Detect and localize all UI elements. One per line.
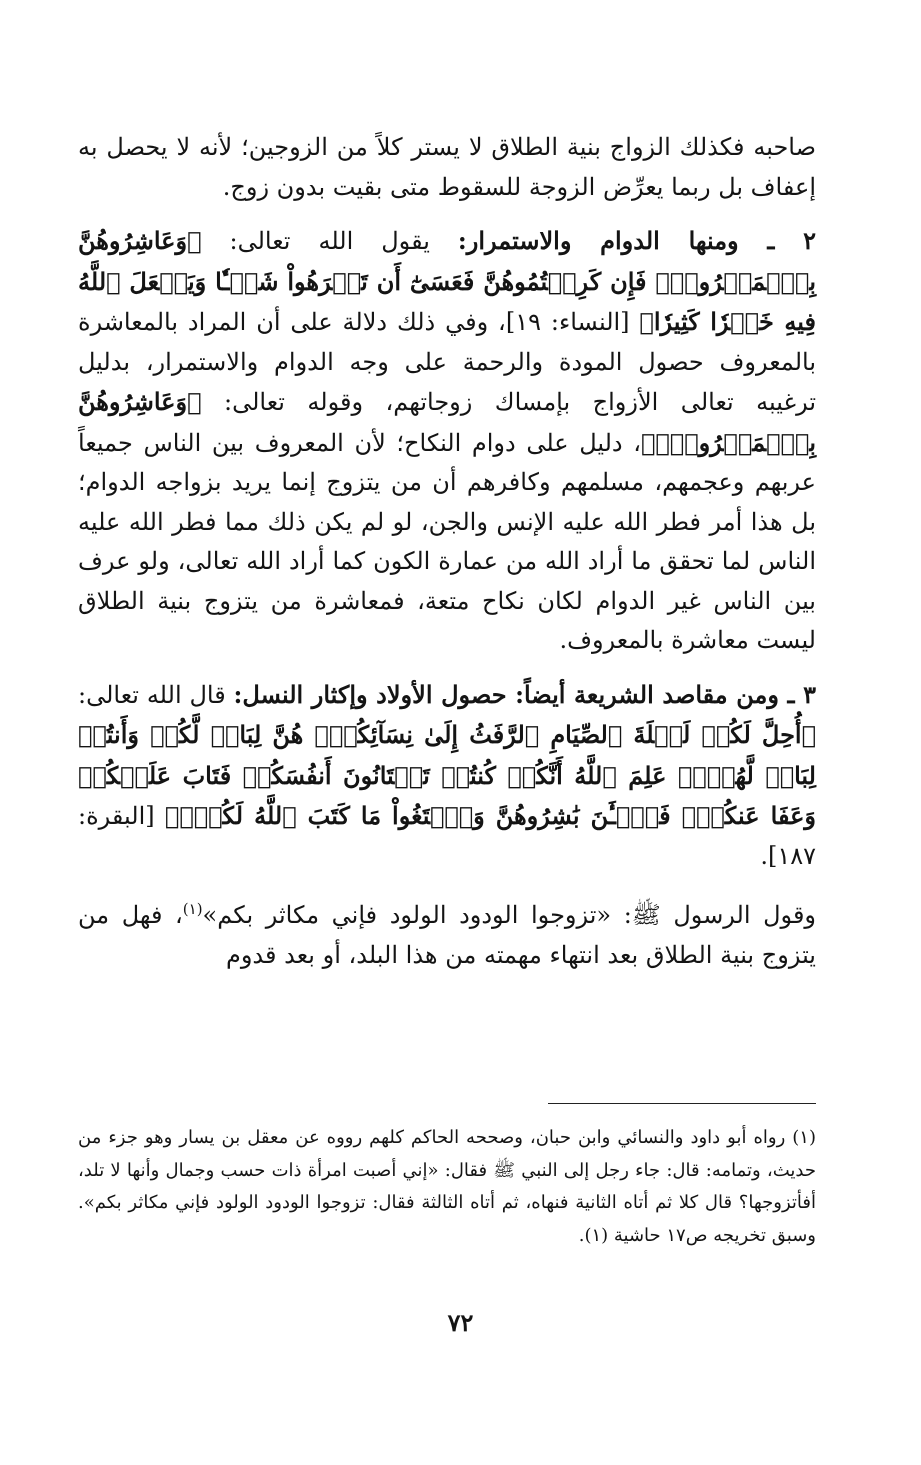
- footnote-reference[interactable]: (١): [182, 900, 203, 918]
- section-2-body-2: ، دليل على دوام النكاح؛ لأن المعروف بين الناس جميعاً عربهم وعجمهم، مسلمهم وكافرهم أن من يتزوج إنما يريد بزواجه الدوام؛ بل هذا أمر فطر الله عليه الإنس والجن، لو لم يكن ذلك مما فطر الله عليه الناس لما تحقق ما أراد الله من عمارة الكون كما أراد الله تعالى، ولو عرف بين الناس غير الدوام لكان نكاح متعة، فمعاشرة من يتزوج بنية الطلاق ليست معاشرة بالمعروف.: [78, 428, 816, 654]
- section-2-body-1: ، وفي ذلك دلالة على أن المراد بالمعاشرة بالمعروف حصول المودة والرحمة على وجه الدوام والاستمرار، بدليل ترغيبه تعالى الأزواج بإمساك زوجاتهم، وقوله تعالى:: [78, 308, 816, 416]
- section-2-intro: يقول الله تعالى:: [201, 227, 458, 255]
- hadith-text: وقول الرسول ﷺ: «تزوجوا الودود الولود فإني مكاثر بكم»: [202, 901, 817, 929]
- footnote-1: (١) رواه أبو داود والنسائي وابن حبان، وصححه الحاكم كلهم رووه عن معقل بن يسار وهو جزء من حديث، وتمامه: قال: جاء رجل إلى النبي ﷺ فقال: «إني أصبت امرأة ذات حسب وجمال وأنها لا تلد، أفأتزوجها؟ قال كلا ثم أتاه الثانية فنهاه، ثم أتاه الثالثة فقال: تزوجوا الودود الولود فإني مكاثر بكم». وسبق تخريجه ص١٧ حاشية (١).: [78, 1127, 816, 1246]
- paragraph-4-rest: ، فهل من يتزوج بنية الطلاق بعد انتهاء مهمته من هذا البلد، أو بعد قدوم: [78, 901, 816, 969]
- paragraph-1: [78, 128, 816, 207]
- paragraph-3: [78, 675, 816, 877]
- quran-verse-nisa-short: ﴿وَعَاشِرُوهُنَّ بِٱلۡمَعۡرُوفِۚ﴾: [78, 387, 816, 457]
- paragraph-4: [78, 890, 816, 975]
- quran-verse-nisa: ﴿وَعَاشِرُوهُنَّ بِٱلۡمَعۡرُوفِۚ فَإِن كَرِهۡتُمُوهُنَّ فَعَسَىٰٓ أَن تَكۡرَهُواْ شَيۡـٔٗا وَيَجۡعَلَ ٱللَّهُ فِيهِ خَيۡرٗا كَثِيرٗا﴾: [78, 226, 816, 336]
- paragraph-gap: [78, 876, 816, 890]
- page-body: [78, 128, 816, 975]
- footnotes: [78, 1122, 816, 1252]
- page-number: ٧٢: [447, 1308, 474, 1337]
- section-2-heading: ٢ ـ ومنها الدوام والاستمرار:: [457, 226, 816, 255]
- paragraph-gap: [78, 207, 816, 221]
- footnote-divider: [548, 1103, 816, 1104]
- citation-nisa: [النساء: ١٩]: [505, 308, 640, 336]
- citation-baqara: [البقرة: ١٨٧].: [78, 802, 816, 870]
- paragraph-1-text: صاحبه فكذلك الزواج بنية الطلاق لا يستر كلاً من الزوجين؛ لأنه لا يحصل به إعفاف بل ربما يعرِّض الزوجة للسقوط متى بقيت بدون زوج.: [78, 133, 816, 201]
- section-3-heading: ٣ ـ ومن مقاصد الشريعة أيضاً: حصول الأولاد وإكثار النسل:: [233, 679, 816, 709]
- quran-verse-baqara: ﴿أُحِلَّ لَكُمۡ لَيۡلَةَ ٱلصِّيَامِ ٱلرَّفَثُ إِلَىٰ نِسَآئِكُمۡۚ هُنَّ لِبَاسٞ لَّكُمۡ وَأَنتُمۡ لِبَاسٞ لَّهُنَّۗ عَلِمَ ٱللَّهُ أَنَّكُمۡ كُنتُمۡ تَخۡتَانُونَ أَنفُسَكُمۡ فَتَابَ عَلَيۡكُمۡ وَعَفَا عَنكُمۡۖ فَٱلۡـَٰٔنَ بَٰشِرُوهُنَّ وَٱبۡتَغُواْ مَا كَتَبَ ٱللَّهُ لَكُمۡۚ﴾: [78, 720, 816, 830]
- section-3-intro: قال الله تعالى:: [78, 680, 234, 709]
- paragraph-gap: [78, 661, 816, 675]
- paragraph-2: [78, 221, 816, 661]
